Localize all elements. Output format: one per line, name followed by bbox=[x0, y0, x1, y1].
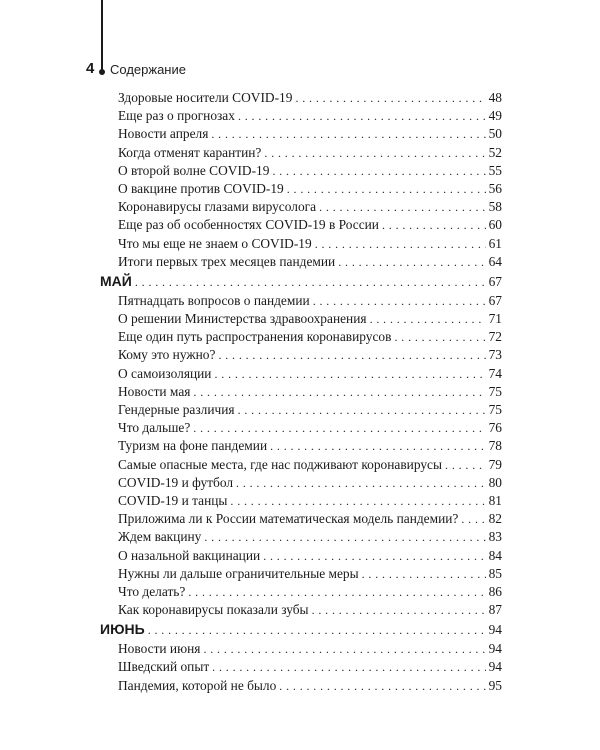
toc-entry-title: Еще раз об особенностях COVID-19 в России bbox=[118, 217, 379, 233]
toc-entry-title: Шведский опыт bbox=[118, 659, 210, 675]
toc-entry bbox=[100, 401, 502, 419]
dot-leader bbox=[313, 292, 486, 310]
toc-entry-title: Приложима ли к России математическая модель пандемии? bbox=[118, 511, 459, 527]
dot-leader bbox=[272, 162, 485, 180]
dot-leader bbox=[212, 658, 485, 676]
toc-entry bbox=[100, 528, 502, 546]
toc-entry-page: 67 bbox=[488, 273, 502, 289]
toc-entry-page: 83 bbox=[488, 529, 502, 545]
dot-leader bbox=[188, 583, 485, 601]
toc-entry-page: 86 bbox=[488, 583, 502, 599]
toc-entry bbox=[100, 565, 502, 583]
dot-leader bbox=[315, 235, 486, 253]
toc-entry bbox=[100, 437, 502, 455]
toc-entry-page: 55 bbox=[488, 162, 502, 178]
dot-leader bbox=[193, 383, 485, 401]
toc-entry-title: Что мы еще не знаем о COVID-19 bbox=[118, 235, 312, 251]
toc-entry bbox=[100, 144, 502, 162]
header-vertical-rule bbox=[101, 0, 103, 70]
toc-entry-title: COVID-19 и танцы bbox=[118, 492, 228, 508]
toc-entry-title: Что дальше? bbox=[118, 420, 191, 436]
toc-entry-title: Новости июня bbox=[118, 641, 201, 657]
toc-entry-page: 94 bbox=[488, 622, 502, 638]
page-number: 4 bbox=[86, 60, 95, 77]
toc-entry-title: Еще один путь распространения коронавирусов bbox=[118, 329, 392, 345]
dot-leader bbox=[238, 401, 486, 419]
toc-entry bbox=[100, 601, 502, 619]
toc-entry-page: 48 bbox=[488, 90, 502, 105]
toc-entry bbox=[100, 198, 502, 216]
toc-entry bbox=[100, 677, 502, 695]
dot-leader bbox=[394, 328, 485, 346]
dot-leader bbox=[370, 310, 486, 328]
toc-entry-title: Итоги первых трех месяцев пандемии bbox=[118, 253, 336, 269]
dot-leader bbox=[319, 198, 486, 216]
toc-entry-title: Когда отменят карантин? bbox=[118, 144, 262, 160]
toc-entry bbox=[100, 640, 502, 658]
toc-entry-title: О назальной вакцинации bbox=[118, 547, 261, 563]
toc-entry-page: 58 bbox=[488, 199, 502, 215]
toc-entry bbox=[100, 89, 502, 107]
toc-entry-page: 73 bbox=[488, 347, 502, 363]
dot-leader bbox=[264, 144, 485, 162]
toc-entry-title: Пятнадцать вопросов о пандемии bbox=[118, 292, 310, 308]
toc-entry-title: Самые опасные места, где нас подживают коронавирусы bbox=[118, 456, 443, 472]
dot-leader bbox=[148, 619, 486, 641]
toc-entry bbox=[100, 235, 502, 253]
toc-entry-title: О самоизоляции bbox=[118, 365, 212, 381]
dot-leader bbox=[214, 365, 485, 383]
toc-entry-title: Здоровые носители COVID-19 bbox=[118, 90, 293, 105]
toc-entry-page: 82 bbox=[488, 511, 502, 527]
toc-entry-page: 78 bbox=[488, 438, 502, 454]
running-header-title: Содержание bbox=[110, 62, 186, 77]
toc-entry-page: 72 bbox=[488, 329, 502, 345]
toc-entry bbox=[100, 162, 502, 180]
toc-entry bbox=[100, 510, 502, 528]
toc-entry-title: ИЮНЬ bbox=[100, 621, 145, 638]
toc-entry-page: 85 bbox=[488, 565, 502, 581]
toc-entry bbox=[100, 328, 502, 346]
dot-leader bbox=[445, 456, 486, 474]
table-of-contents bbox=[100, 89, 502, 695]
dot-leader bbox=[230, 492, 485, 510]
dot-leader bbox=[193, 419, 485, 437]
dot-leader bbox=[263, 547, 485, 565]
toc-entry bbox=[100, 310, 502, 328]
toc-entry-title: Кому это нужно? bbox=[118, 347, 216, 363]
toc-entry-page: 52 bbox=[488, 144, 502, 160]
toc-entry-title: Еще раз о прогнозах bbox=[118, 108, 235, 124]
toc-entry bbox=[100, 419, 502, 437]
toc-entry-title: О второй волне COVID-19 bbox=[118, 162, 270, 178]
toc-entry bbox=[100, 216, 502, 234]
dot-leader bbox=[295, 89, 485, 107]
toc-entry-page: 71 bbox=[488, 311, 502, 327]
toc-entry-title: Как коронавирусы показали зубы bbox=[118, 602, 309, 618]
toc-entry bbox=[100, 365, 502, 383]
toc-entry-page: 76 bbox=[488, 420, 502, 436]
toc-entry-title: МАЙ bbox=[100, 272, 132, 289]
toc-entry-page: 75 bbox=[488, 383, 502, 399]
toc-entry bbox=[100, 292, 502, 310]
toc-entry-title: Новости мая bbox=[118, 383, 191, 399]
toc-entry-title: Что делать? bbox=[118, 583, 186, 599]
toc-entry-title: Новости апреля bbox=[118, 126, 209, 142]
toc-entry-page: 56 bbox=[488, 180, 502, 196]
toc-entry-title: Нужны ли дальше ограничительные меры bbox=[118, 565, 359, 581]
toc-entry-page: 67 bbox=[488, 292, 502, 308]
toc-entry-page: 87 bbox=[488, 602, 502, 618]
toc-entry bbox=[100, 180, 502, 198]
toc-entry-page: 49 bbox=[488, 108, 502, 124]
toc-entry bbox=[100, 547, 502, 565]
dot-leader bbox=[204, 528, 485, 546]
toc-entry-page: 61 bbox=[488, 235, 502, 251]
toc-entry-title: О вакцине против COVID-19 bbox=[118, 180, 284, 196]
dot-leader bbox=[203, 640, 485, 658]
toc-entry-page: 81 bbox=[488, 492, 502, 508]
dot-leader bbox=[312, 601, 486, 619]
toc-entry bbox=[100, 125, 502, 143]
toc-entry bbox=[100, 583, 502, 601]
toc-entry bbox=[100, 253, 502, 271]
toc-entry-page: 74 bbox=[488, 365, 502, 381]
dot-leader bbox=[287, 180, 486, 198]
toc-entry bbox=[100, 492, 502, 510]
header-dot bbox=[99, 69, 105, 75]
toc-entry-page: 50 bbox=[488, 126, 502, 142]
dot-leader bbox=[362, 565, 486, 583]
dot-leader bbox=[236, 474, 486, 492]
toc-entry-title: Коронавирусы глазами вирусолога bbox=[118, 199, 317, 215]
toc-entry-title: Гендерные различия bbox=[118, 402, 235, 417]
toc-section-heading bbox=[100, 619, 502, 640]
toc-entry-page: 94 bbox=[488, 641, 502, 657]
toc-entry-page: 95 bbox=[488, 677, 502, 693]
toc-entry-title: О решении Министерства здравоохранения bbox=[118, 311, 367, 327]
toc-entry-page: 94 bbox=[488, 659, 502, 675]
dot-leader bbox=[279, 677, 485, 695]
dot-leader bbox=[238, 107, 486, 125]
toc-entry-page: 60 bbox=[488, 217, 502, 233]
dot-leader bbox=[211, 125, 485, 143]
dot-leader bbox=[382, 216, 486, 234]
toc-entry-page: 80 bbox=[488, 474, 502, 490]
dot-leader bbox=[338, 253, 485, 271]
toc-entry-title: Туризм на фоне пандемии bbox=[118, 438, 268, 454]
dot-leader bbox=[461, 510, 485, 528]
toc-entry bbox=[100, 658, 502, 676]
toc-entry-title: COVID-19 и футбол bbox=[118, 474, 234, 490]
toc-entry-title: Пандемия, которой не было bbox=[118, 677, 277, 693]
dot-leader bbox=[135, 271, 486, 293]
toc-entry-title: Ждем вакцину bbox=[118, 529, 202, 545]
toc-entry-page: 84 bbox=[488, 547, 502, 563]
toc-entry-page: 75 bbox=[488, 402, 502, 417]
dot-leader bbox=[218, 346, 485, 364]
toc-entry bbox=[100, 383, 502, 401]
toc-entry bbox=[100, 474, 502, 492]
toc-entry-page: 79 bbox=[488, 456, 502, 472]
toc-entry bbox=[100, 456, 502, 474]
dot-leader bbox=[270, 437, 485, 455]
toc-section-heading bbox=[100, 271, 502, 292]
toc-entry-page: 64 bbox=[488, 253, 502, 269]
toc-entry bbox=[100, 107, 502, 125]
toc-entry bbox=[100, 346, 502, 364]
